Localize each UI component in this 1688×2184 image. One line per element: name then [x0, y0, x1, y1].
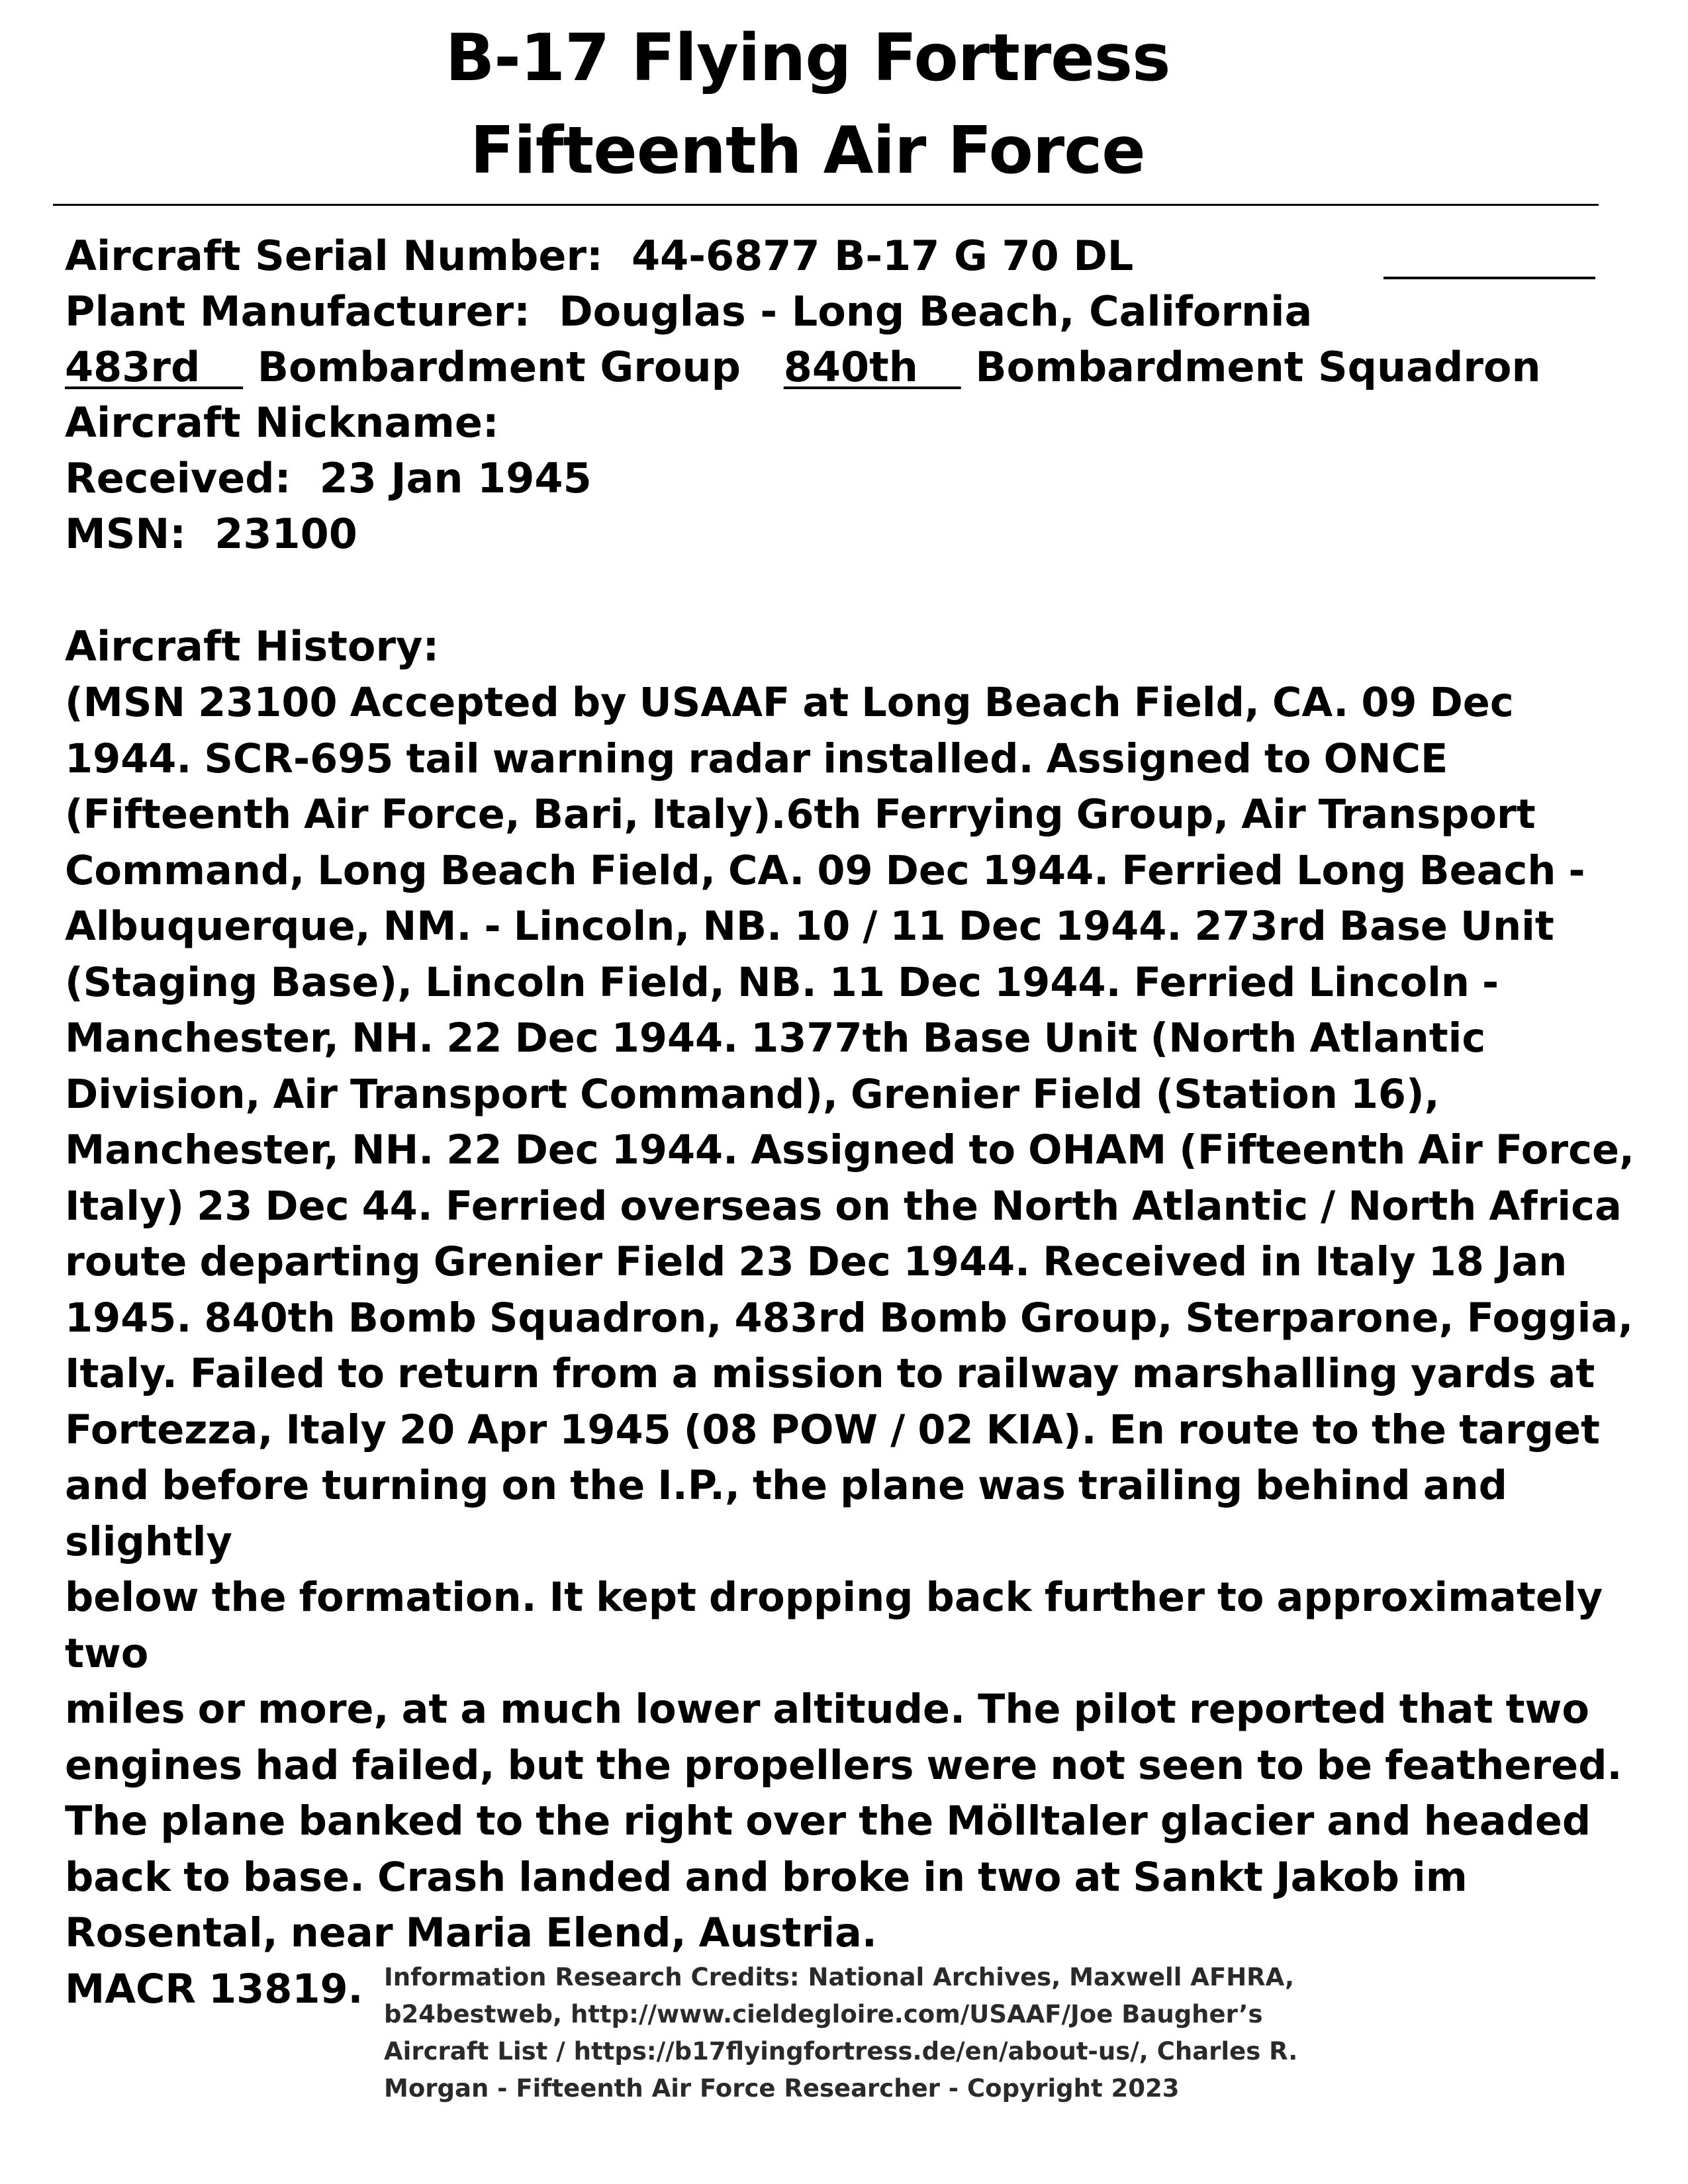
group-value: 483rd [65, 343, 201, 391]
received-row [65, 451, 592, 506]
group-squadron-row [65, 340, 1541, 395]
received-value: 23 Jan 1945 [319, 454, 592, 502]
msn-label: MSN: [65, 510, 187, 558]
serial-number-label: Aircraft Serial Number: [65, 232, 603, 280]
msn-row [65, 506, 357, 562]
serial-number-row [65, 228, 1133, 284]
msn-value: 23100 [214, 510, 357, 558]
header-divider [53, 204, 1599, 206]
page-subtitle: Fifteenth Air Force [470, 113, 1145, 189]
nickname-label: Aircraft Nickname: [65, 398, 499, 447]
squadron-value: 840th [783, 343, 918, 391]
serial-blank-line [1383, 277, 1595, 279]
squadron-label: Bombardment Squadron [975, 343, 1541, 391]
serial-number-value: 44-6877 B-17 G 70 DL [631, 232, 1134, 280]
page-title: B-17 Flying Fortress [445, 21, 1170, 96]
received-label: Received: [65, 454, 291, 502]
group-label: Bombardment Group [257, 343, 741, 391]
nickname-row [65, 395, 499, 451]
manufacturer-value: Douglas - Long Beach, California [559, 287, 1313, 336]
manufacturer-label: Plant Manufacturer: [65, 287, 531, 336]
history-label: Aircraft History: [65, 622, 440, 670]
research-credits: Information Research Credits: National Archives, Maxwell AFHRA, b24bestweb, http://www.cieldegloire.com/USAAF/Joe Baugher’s Aircraft List / https://b17flyingfortress.de/en/about-us/, Charles R. Morgan - Fifteenth Air Force Researcher - Copyright 2023 [384, 1963, 1298, 2103]
manufacturer-row [65, 284, 1312, 340]
history-text: (MSN 23100 Accepted by USAAF at Long Beach Field, CA. 09 Dec 1944. SCR-695 tail warning radar installed. Assigned to ONCE (Fifteenth Air Force, Bari, Italy).6th Ferrying Group, Air Transport Command, Long Beach Field, CA. 09 Dec 1944. Ferried Long Beach - Albuquerque, NM. - Lincoln, NB. 10 / 11 Dec 1944. 273rd Base Unit (Staging Base), Lincoln Field, NB. 11 Dec 1944. Ferried Lincoln - Manchester, NH. 22 Dec 1944. 1377th Base Unit (North Atlantic Division, Air Transport Command), Grenier Field (Station 16), Manchester, NH. 22 Dec 1944. Assigned to OHAM (Fifteenth Air Force, Italy) 23 Dec 44. Ferried overseas on the North Atlantic / North Africa route departing Grenier Field 23 Dec 1944. Received in Italy 18 Jan 1945. 840th Bomb Squadron, 483rd Bomb Group, Sterparone, Foggia, Italy. Failed to return from a mission to railway marshalling yards at Fortezza, Italy 20 Apr 1945 (08 POW / 02 KIA). En route to the target and before turning on the I.P., the plane was trailing behind and slightly below the formation. It kept dropping back further to approximately two miles or more, at a much lower altitude. The pilot reported that two engines had failed, but the propellers were not seen to be feathered. The plane banked to the right over the Mölltaler glacier and headed back to base. Crash landed and broke in two at Sankt Jakob im Rosental, near Maria Elend, Austria. MACR 13819. [65, 680, 1635, 2013]
